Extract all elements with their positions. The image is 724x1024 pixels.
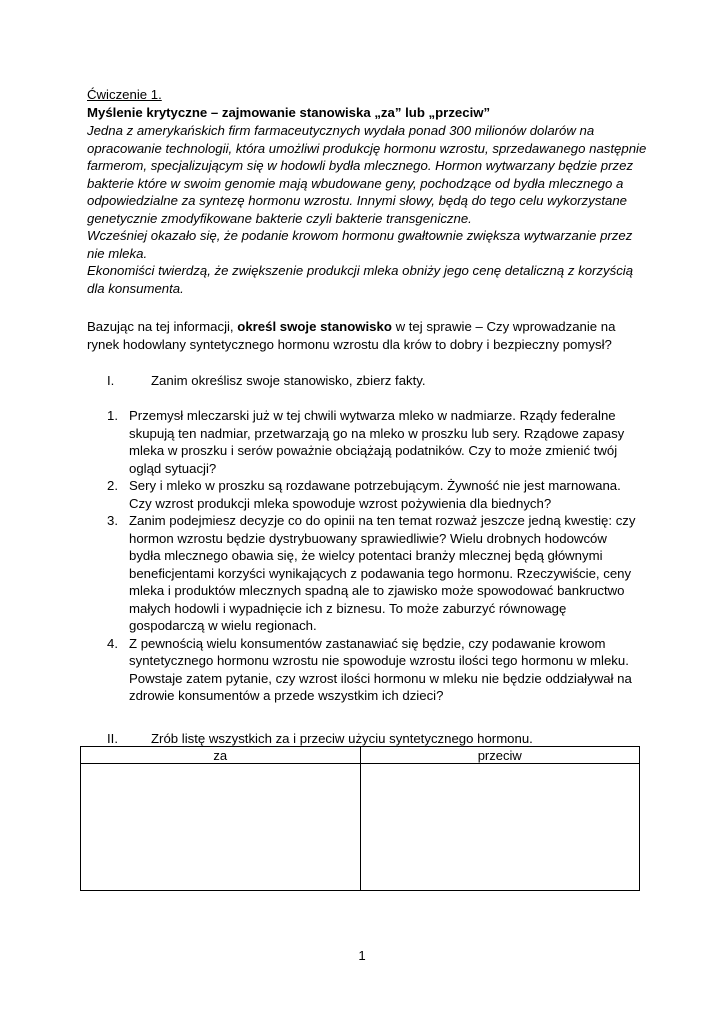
section-one-number: I. xyxy=(107,373,115,388)
question-emphasis: określ swoje stanowisko xyxy=(237,319,392,334)
task-question xyxy=(87,318,647,353)
column-header-con: przeciw xyxy=(360,747,640,764)
list-item xyxy=(107,477,642,512)
con-cell[interactable] xyxy=(360,764,640,891)
list-item xyxy=(107,512,642,635)
section-one-heading xyxy=(107,372,647,390)
intro-text xyxy=(87,122,647,297)
facts-list xyxy=(107,407,642,705)
list-item-number: 1. xyxy=(107,408,118,423)
question-before: Bazując na tej informacji, xyxy=(87,319,238,334)
column-header-pro: za xyxy=(81,747,361,764)
page-number: 1 xyxy=(358,948,366,963)
list-item-number: 2. xyxy=(107,478,118,493)
list-item-text: Sery i mleko w proszku są rozdawane potrzebującym. Żywność nie jest marnowana. Czy wzrost produkcji mleka spowoduje wzrost pożywienia dla biednych? xyxy=(129,478,621,511)
section-one-text: Zanim określisz swoje stanowisko, zbierz fakty. xyxy=(151,373,426,388)
pro-cell[interactable] xyxy=(81,764,361,891)
list-item xyxy=(107,635,642,705)
exercise-subtitle: Myślenie krytyczne – zajmowanie stanowiska „za” lub „przeciw” xyxy=(87,105,491,120)
list-item-text: Z pewnością wielu konsumentów zastanawiać się będzie, czy podawanie krowom syntetycznego hormonu wzrostu nie spowoduje wzrostu ilości tego hormonu w mleku. Powstaje zatem pytanie, czy wzrost ilości hormonu w mleku nie będzie oddziaływał na zdrowie konsumentów a przede wszystkim ich dzieci? xyxy=(129,635,632,703)
list-item-text: Zanim podejmiesz decyzje co do opinii na ten temat rozważ jeszcze jedną kwestię: czy hormon wzrostu będzie dystrybuowany sprawiedliwie? Wielu drobnych hodowców bydła mlecznego obawia się, że wielcy potentaci branży mlecznej będą głównymi beneficjentami korzyści wynikających z podawania tego hormonu. Rzeczywiście, ceny mleka i produktów mlecznych spadną ale to zjawisko może spowodować bankructwo małych hodowli i wypadnięcie ich z biznesu. To może zaburzyć równowagę gospodarczą w wielu regionach. xyxy=(129,513,636,633)
list-item-number: 3. xyxy=(107,513,118,528)
intro-paragraph: Wcześniej okazało się, że podanie krowom hormonu gwałtownie zwiększa wytwarzanie przez nie mleka. xyxy=(87,228,633,261)
list-item-text: Przemysł mleczarski już w tej chwili wytwarza mleko w nadmiarze. Rządy federalne skupują ten nadmiar, przetwarzają go na mleko w proszku lub sery. Rządowe zapasy mleka w proszku i serów poważnie obciążają podatników. Czy to może zmienić twój ogląd sytuacji? xyxy=(129,408,625,476)
pros-cons-table xyxy=(80,746,640,891)
section-two-number: II. xyxy=(107,731,118,746)
list-item-number: 4. xyxy=(107,635,118,651)
intro-paragraph: Ekonomiści twierdzą, że zwiększenie produkcji mleka obniży jego cenę detaliczną z korzyścią dla konsumenta. xyxy=(87,263,634,296)
intro-paragraph: Jedna z amerykańskich firm farmaceutycznych wydała ponad 300 milionów dolarów na opracowanie technologii, która umożliwi produkcję hormonu wzrostu, sprzedawanego następnie farmerom, specjalizującym się w hodowli bydła mlecznego. Hormon wytwarzany będzie przez bakterie które w swoim genomie mają wbudowane geny, pochodzące od bydła mlecznego a odpowiedzialne za syntezę hormonu wzrostu. Innymi słowy, będą do tego celu wykorzystane genetycznie zmodyfikowane bakterie czyli bakterie transgeniczne. xyxy=(87,123,647,226)
section-two-text: Zrób listę wszystkich za i przeciw użyciu syntetycznego hormonu. xyxy=(151,731,533,746)
exercise-title: Ćwiczenie 1. xyxy=(87,87,162,102)
section-two-heading xyxy=(107,730,647,748)
list-item xyxy=(107,407,642,477)
question-after: w tej sprawie – Czy wprowadzanie na rynek hodowlany syntetycznego hormonu wzrostu dla krów to dobry i bezpieczny pomysł? xyxy=(87,319,616,352)
